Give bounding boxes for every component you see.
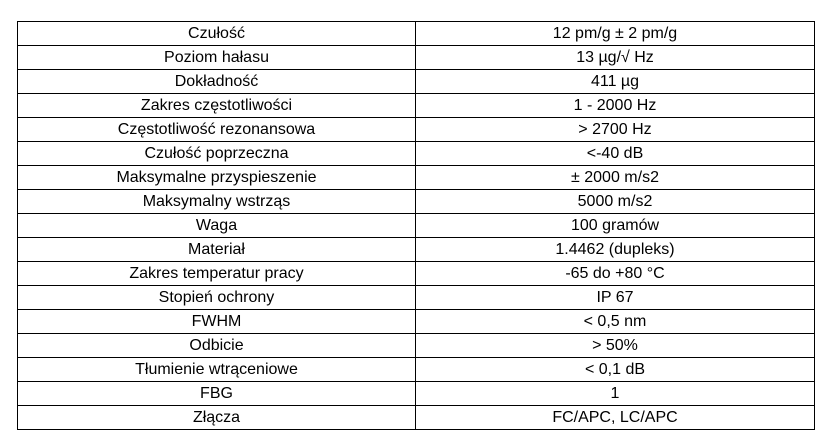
value-cell: 5000 m/s2 — [416, 190, 815, 214]
table-row — [18, 166, 815, 190]
value-cell: FC/APC, LC/APC — [416, 406, 815, 430]
parameter-cell: Dokładność — [18, 70, 416, 94]
parameter-cell: Maksymalne przyspieszenie — [18, 166, 416, 190]
table-row — [18, 46, 815, 70]
parameter-cell: FWHM — [18, 310, 416, 334]
parameter-cell: Stopień ochrony — [18, 286, 416, 310]
table-row — [18, 238, 815, 262]
parameter-cell: Tłumienie wtrąceniowe — [18, 358, 416, 382]
value-cell: 12 pm/g ± 2 pm/g — [416, 22, 815, 46]
table-row — [18, 310, 815, 334]
table-row — [18, 118, 815, 142]
table-row — [18, 286, 815, 310]
value-cell: <-40 dB — [416, 142, 815, 166]
parameter-cell: FBG — [18, 382, 416, 406]
value-cell: -65 do +80 °C — [416, 262, 815, 286]
table-row — [18, 190, 815, 214]
parameter-cell: Zakres częstotliwości — [18, 94, 416, 118]
value-cell: 411 µg — [416, 70, 815, 94]
table-row — [18, 382, 815, 406]
value-cell: 1.4462 (dupleks) — [416, 238, 815, 262]
value-cell: < 0,1 dB — [416, 358, 815, 382]
table-row — [18, 142, 815, 166]
table-row — [18, 358, 815, 382]
table-row — [18, 262, 815, 286]
table-row — [18, 214, 815, 238]
parameter-cell: Czułość — [18, 22, 416, 46]
value-cell: 100 gramów — [416, 214, 815, 238]
parameter-cell: Odbicie — [18, 334, 416, 358]
parameter-cell: Maksymalny wstrząs — [18, 190, 416, 214]
value-cell: 1 — [416, 382, 815, 406]
table-row — [18, 406, 815, 430]
parameter-cell: Częstotliwość rezonansowa — [18, 118, 416, 142]
value-cell: ± 2000 m/s2 — [416, 166, 815, 190]
parameter-cell: Zakres temperatur pracy — [18, 262, 416, 286]
parameter-cell: Materiał — [18, 238, 416, 262]
value-cell: > 50% — [416, 334, 815, 358]
parameter-cell: Czułość poprzeczna — [18, 142, 416, 166]
value-cell: IP 67 — [416, 286, 815, 310]
value-cell: > 2700 Hz — [416, 118, 815, 142]
table-row — [18, 334, 815, 358]
parameter-cell: Waga — [18, 214, 416, 238]
parameter-cell: Złącza — [18, 406, 416, 430]
value-cell: 1 - 2000 Hz — [416, 94, 815, 118]
value-cell: < 0,5 nm — [416, 310, 815, 334]
parameter-cell: Poziom hałasu — [18, 46, 416, 70]
table-row — [18, 94, 815, 118]
table-row — [18, 70, 815, 94]
specifications-table-body — [18, 22, 815, 430]
value-cell: 13 µg/√ Hz — [416, 46, 815, 70]
specifications-table — [17, 21, 815, 430]
table-row — [18, 22, 815, 46]
